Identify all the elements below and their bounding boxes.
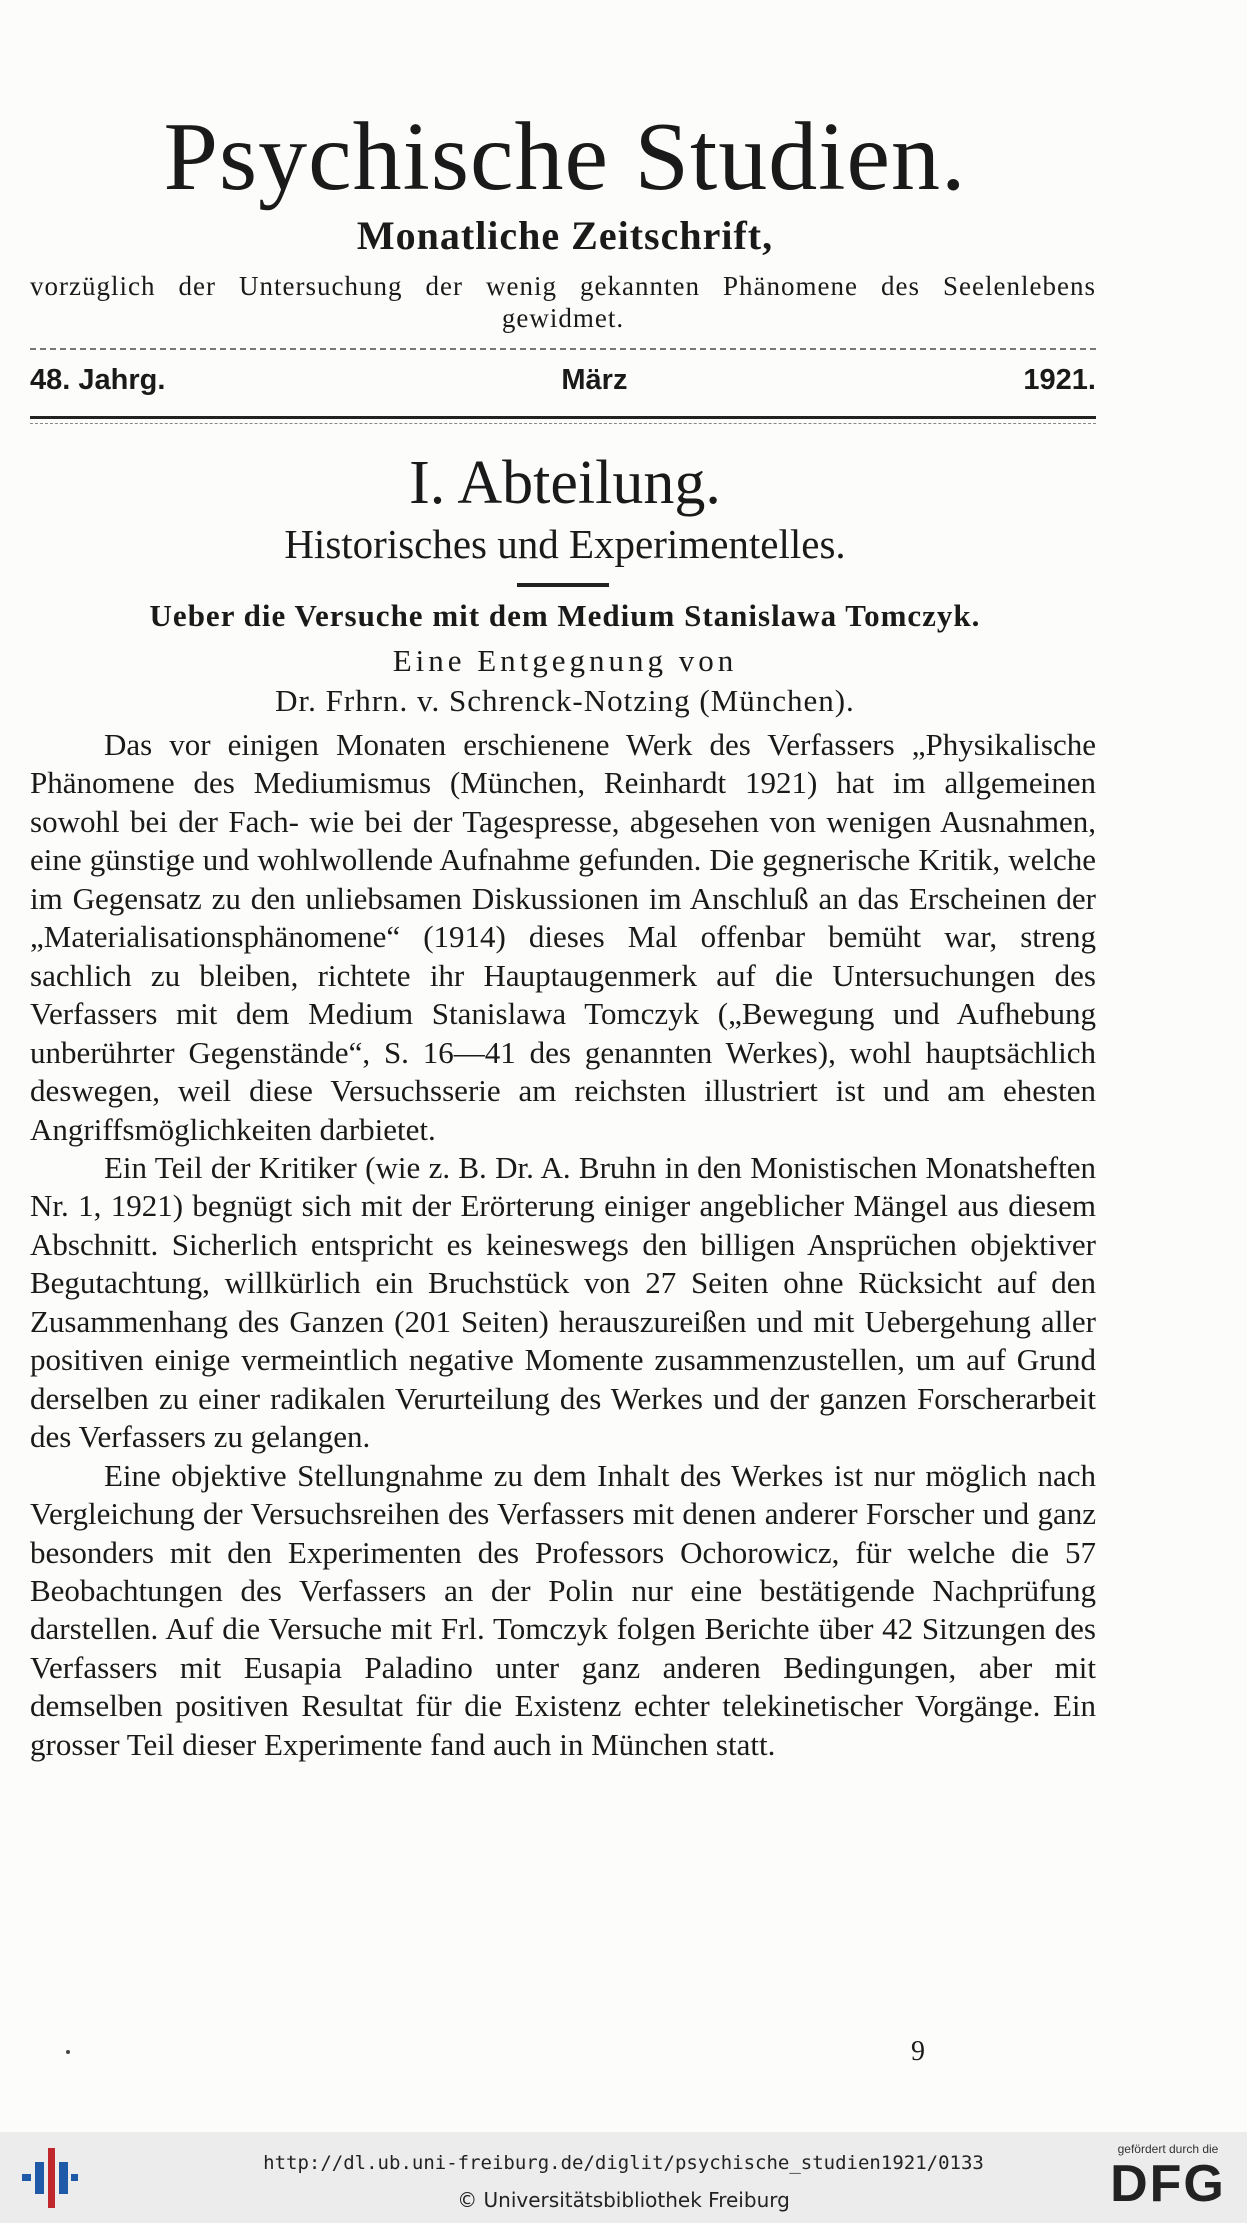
article-subtitle: Eine Entgegnung von [392,643,738,678]
header-rule-dashed [30,423,1096,424]
section-subheading: Historisches und Experimentelles. [284,521,846,567]
funding-note: gefördert durch die [1117,2142,1219,2156]
paragraph: Das vor einigen Monaten erschienene Werk des Verfassers „Physikalische Phänomene des Mediumismus (München, Reinhardt 1921) hat im allgemeinen sowohl bei der Fach- wie bei der Tagespresse, abgesehen von wenigen Ausnahmen, eine günstige und wohlwollende Aufnahme gefunden. Die gegnerische Kritik, welche im Gegensatz zu den unliebsamen Diskussionen im Anschluß an das Erscheinen der „Materialisationsphänomene“ (1914) dieses Mal offenbar bemüht war, streng sachlich zu bleiben, richtete ihr Hauptaugenmerk auf die Untersuchungen des Verfassers mit dem Medium Stanislawa Tomczyk („Bewegung und Aufhebung unberührter Gegenstände“, S. 16—41 des genannten Werkes), wohl hauptsächlich deswegen, weil diese Versuchsserie am reichsten illustriert ist und am ehesten Angriffsmöglichkeiten darbietet. [30,727,1096,1147]
source-url-link[interactable]: http://dl.ub.uni-freiburg.de/diglit/psychische_studien1921/0133 [263,2152,984,2174]
article-title: Ueber die Versuche mit dem Medium Stanislawa Tomczyk. [149,598,981,633]
dfg-logo: DFG [1110,2155,1226,2213]
copyright-text: © Universitätsbibliothek Freiburg [457,2188,790,2212]
header-rule-bottom [30,416,1096,419]
year-label: 1921. [1023,364,1096,396]
month-label: März [561,364,628,396]
volume-label: 48. Jahrg. [30,364,166,396]
funder-block [1100,2142,1236,2212]
journal-subtitle: Monatliche Zeitschrift, [356,213,774,258]
page-number: 9 [911,2036,925,2067]
paragraph: Ein Teil der Kritiker (wie z. B. Dr. A. Bruhn in den Monistischen Monatsheften Nr. 1, 1921) begnügt sich mit der Erörterung einiger angeblicher Mängel aus diesem Abschnitt. Sicherlich entspricht es keineswegs den billigen Ansprüchen objektiver Begutachtung, willkürlich ein Bruchstück von 27 Seiten ohne Rücksicht auf den Zusammenhang des Ganzen (201 Seiten) herauszureißen und mit Uebergehung aller positiven einige vermeintlich negative Momente zusammenzustellen, um auf Grund derselben zu einer radikalen Verurteilung des Werkes und der ganzen Forscherarbeit des Verfassers zu gelangen. [30,1149,1096,1455]
article-author: Dr. Frhrn. v. Schrenck-Notzing (München). [275,683,855,718]
journal-description: vorzüglich der Untersuchung der wenig gekannten Phänomene des Seelenlebens gewidmet. [30,271,1096,333]
margin-mark [66,2050,70,2054]
header-rule-top [30,348,1096,350]
section-heading: I. Abteilung. [409,449,721,517]
article-body [30,726,1096,1764]
issue-line [30,364,1096,397]
paragraph: Eine objektive Stellungnahme zu dem Inhalt des Werkes ist nur möglich nach Vergleichung der Versuchsreihen des Verfassers mit denen anderer Forscher und ganz besonders mit den Experimenten des Professors Ochorowicz, für welche die 57 Beobachtungen des Verfassers an der Polin nur eine bestätigende Nachprüfung darstellen. Auf die Versuche mit Frl. Tomczyk folgen Berichte über 42 Sitzungen des Verfassers mit Eusapia Paladino unter ganz anderen Bedingungen, aber mit demselben positiven Resultat für die Existenz echter telekinetischer Vorgänge. Ein grosser Teil dieser Experimente fand auch in München statt. [30,1457,1096,1762]
journal-title: Psychische Studien. [163,103,967,211]
viewer-footer [0,2132,1247,2223]
section-divider [517,583,609,587]
